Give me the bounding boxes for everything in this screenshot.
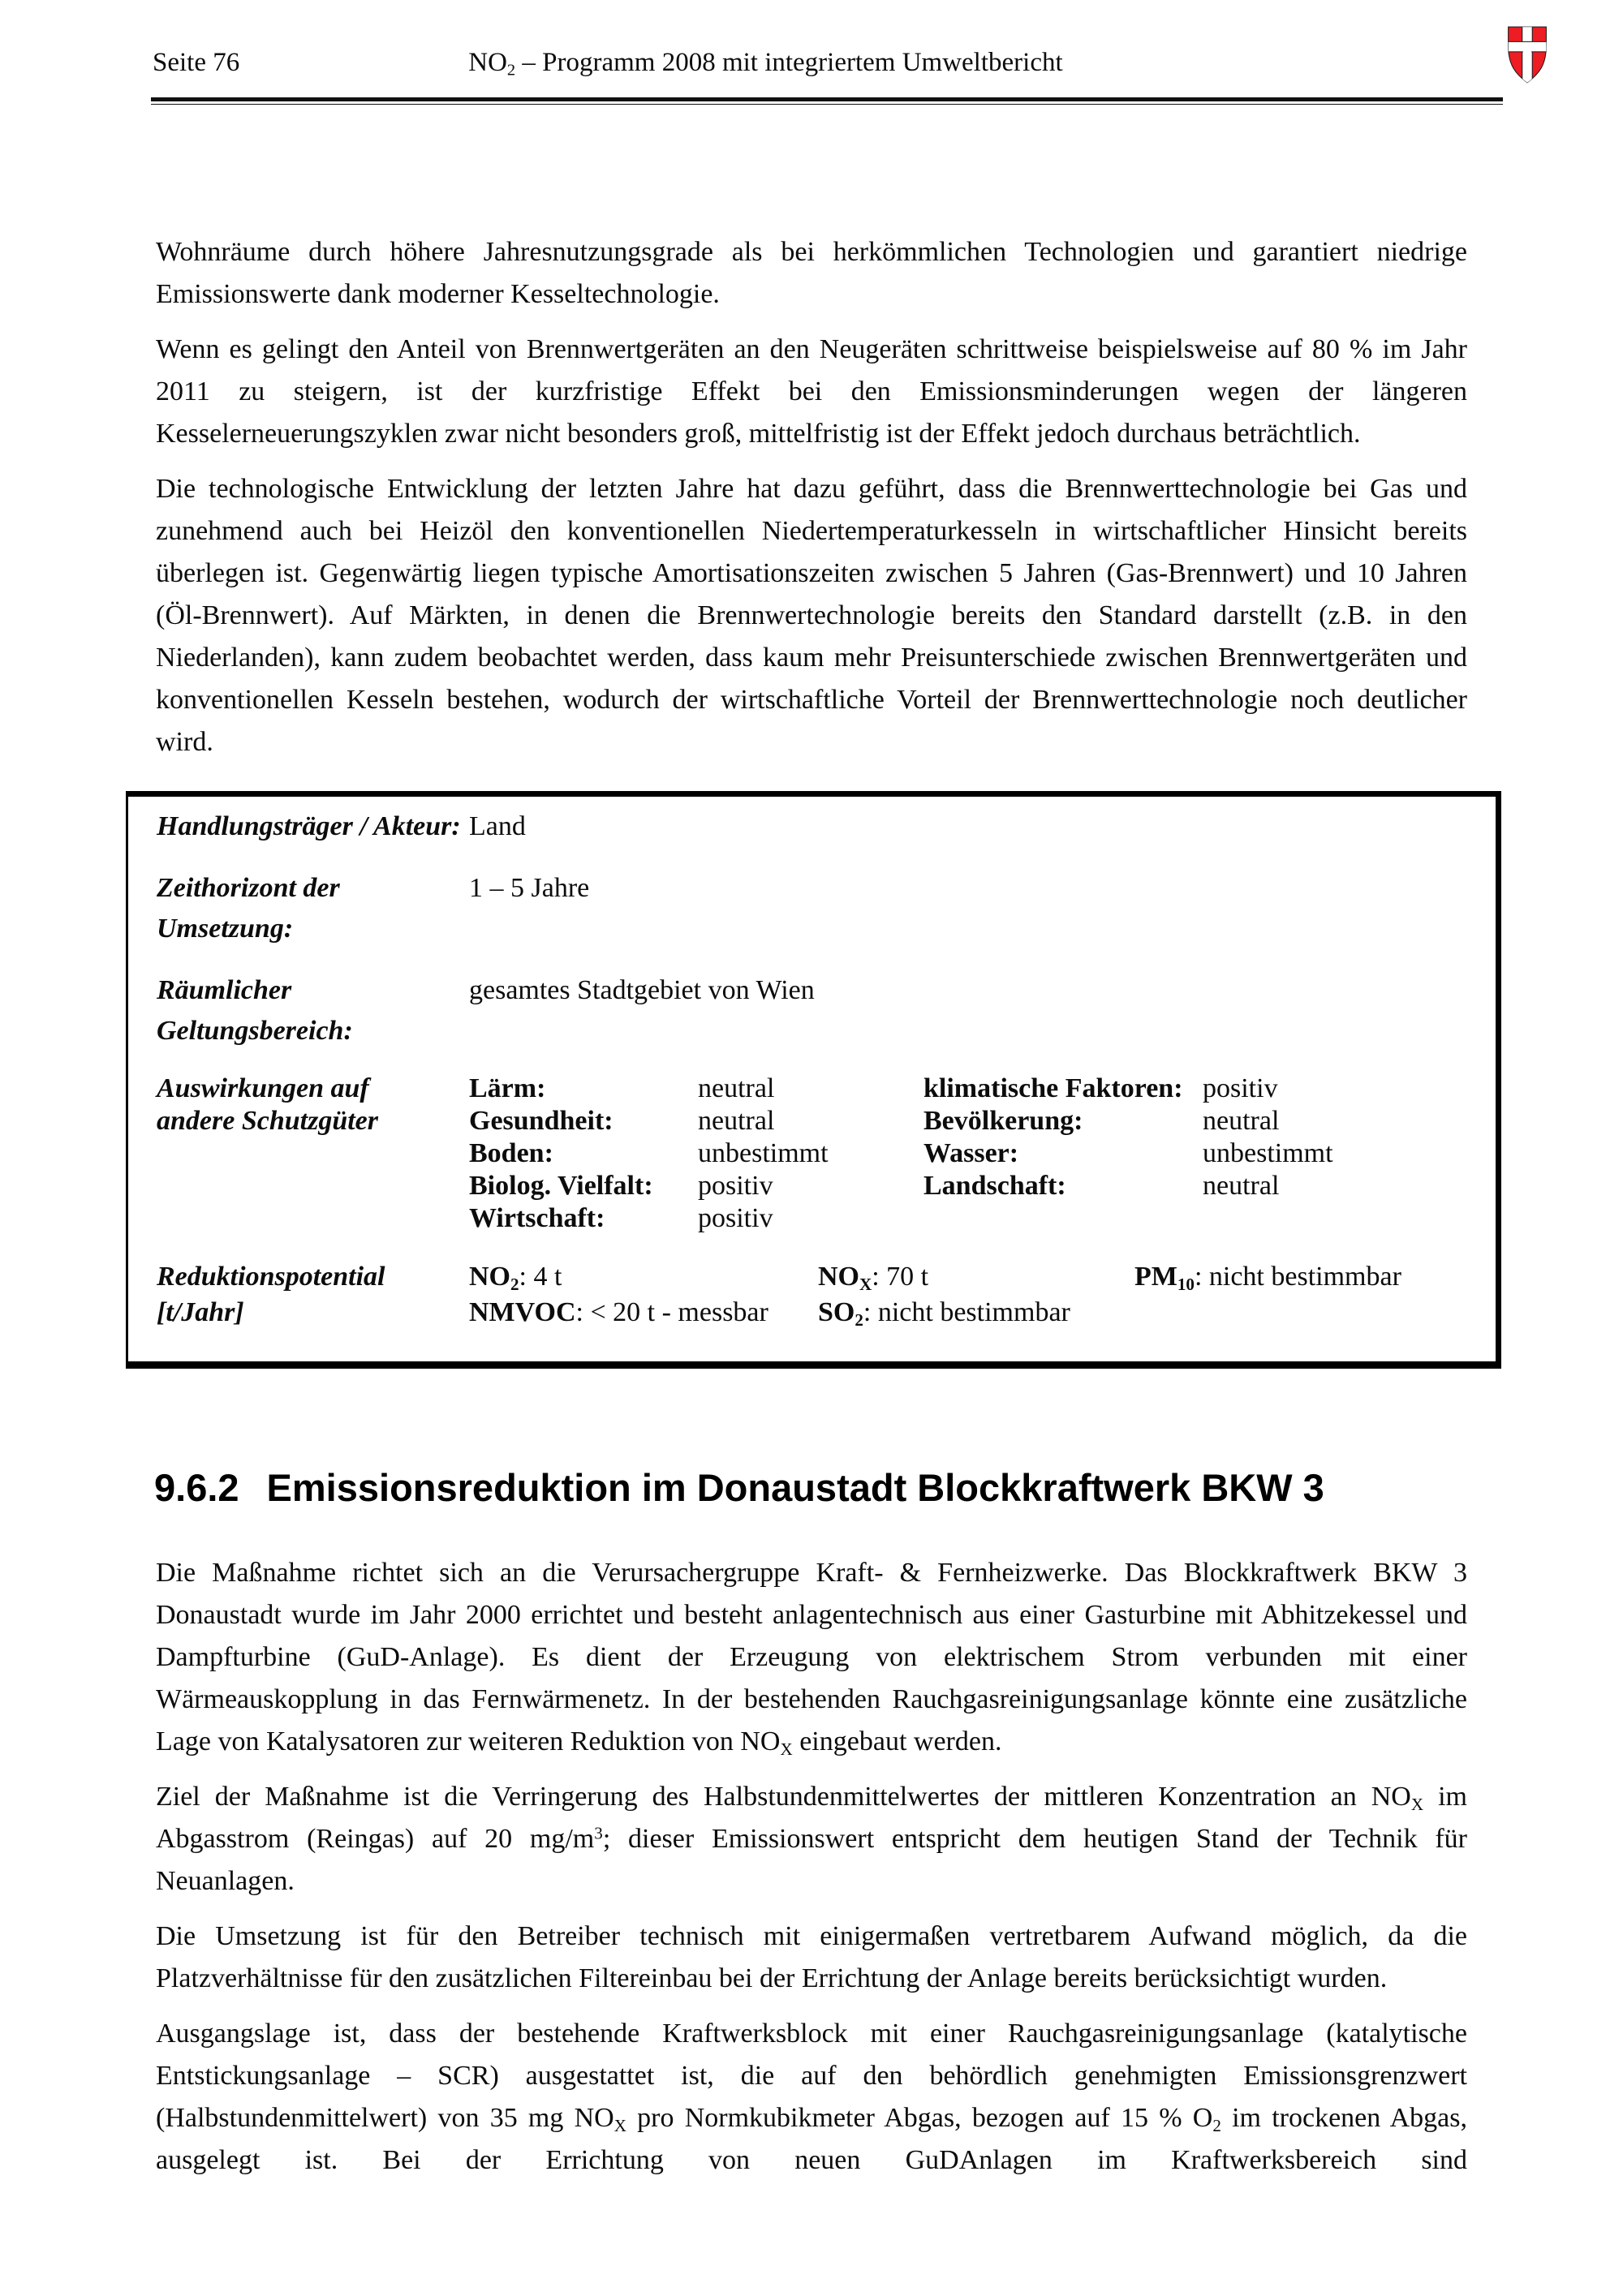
- header-rule: [151, 97, 1503, 105]
- page-header: [153, 0, 1503, 80]
- geltungsbereich-value: gesamtes Stadtgebiet von Wien: [469, 975, 815, 1005]
- so2-value: $SO_2$: nicht bestimmbar: [818, 1297, 1070, 1330]
- wirtschaft-value: positiv: [698, 1203, 773, 1233]
- gesundheit-label: Gesundheit:: [469, 1106, 613, 1136]
- wasser-label: Wasser:: [923, 1138, 1019, 1168]
- row-geltungsbereich: [157, 970, 1496, 1051]
- wirtschaft-label: Wirtschaft:: [469, 1203, 605, 1233]
- handlungstraeger-label: Handlungsträger / Akteur:: [157, 811, 461, 841]
- auswirkungen-grid: [469, 1073, 1496, 1235]
- zeithorizont-label: Zeithorizont der Umsetzung:: [157, 873, 340, 944]
- biolog-vielfalt-label: Biolog. Vielfalt:: [469, 1171, 653, 1201]
- paragraph-ausgangslage: Ausgangslage ist, dass der bestehende Kraftwerksblock mit einer Rauchgasreinigungsanlage (katalytische Entstickungsanlage – SCR) ausgestattet ist, die auf den behördlich genehmigten Emissionsgrenzwert (Halbstundenmittelwert) von 35 mg $NO_X$ pro Normkubikmeter Abgas, bezogen auf 15 % $O_2$ im trockenen Abgas, ausgelegt ist. Bei der Errichtung von neuen GuDAnlagen im Kraftwerksbereich sind: [156, 2019, 1467, 2175]
- reduktionspotential-label: Reduktionspotential [t/Jahr]: [157, 1262, 385, 1327]
- row-handlungstraeger: [157, 806, 1496, 847]
- landschaft-value: neutral: [1203, 1171, 1280, 1201]
- paragraph-technologische-entwicklung: Die technologische Entwicklung der letzten Jahre hat dazu geführt, dass die Brennwerttechnologie bei Gas und zunehmend auch bei Heizöl den konventionellen Niedertemperaturkesseln in wirtschaftlicher Hinsicht bereits überlegen ist. Gegenwärtig liegen typische Amortisationszeiten zwischen 5 Jahren (Gas-Brennwert) und 10 Jahren (Öl-Brennwert). Auf Märkten, in denen die Brennwertechnologie bereits den Standard darstellt (z.B. in den Niederlanden), kann zudem beobachtet werden, dass kaum mehr Preisunterschiede zwischen Brennwertgeräten und konventionellen Kesseln bestehen, wodurch der wirtschaftliche Vorteil der Brennwerttechnologie noch deutlicher wird.: [156, 474, 1467, 757]
- paragraph-brennwertgeraete-anteil: Wenn es gelingt den Anteil von Brennwertgeräten an den Neugeräten schrittweise beispielsweise auf 80 % im Jahr 2011 zu steigern, ist der kurzfristige Effekt bei den Emissionsminderungen wegen der längeren Kesselerneuerungszyklen zwar nicht besonders groß, mittelfristig ist der Effekt jedoch durchaus beträchtlich.: [156, 334, 1467, 449]
- bevoelkerung-label: Bevölkerung:: [923, 1106, 1083, 1136]
- paragraph-woehnraeume: Wohnräume durch höhere Jahresnutzungsgrade als bei herkömmlichen Technologien und garantiert niedrige Emissionswerte dank moderner Kesseltechnologie.: [156, 237, 1467, 309]
- boden-value: unbestimmt: [698, 1138, 829, 1168]
- bevoelkerung-value: neutral: [1203, 1106, 1280, 1136]
- nox-value: $NO_X$: 70 t: [818, 1262, 929, 1294]
- klimatische-faktoren-label: klimatische Faktoren:: [923, 1073, 1183, 1103]
- pm10-value: $PM_{10}$: nicht bestimmbar: [1134, 1262, 1401, 1294]
- reduktion-col-nox-so2: [818, 1259, 1134, 1331]
- row-auswirkungen: [157, 1073, 1496, 1235]
- section-heading-9-6-2: [154, 1464, 1467, 1511]
- zeithorizont-value: 1 – 5 Jahre: [469, 873, 590, 903]
- no2-value: $NO_2$: 4 t: [469, 1262, 562, 1294]
- laerm-label: Lärm:: [469, 1073, 546, 1103]
- paragraph-umsetzung-betreiber: Die Umsetzung ist für den Betreiber technisch mit einigermaßen vertretbarem Aufwand möglich, da die Platzverhältnisse für den zusätzlichen Filtereinbau bei der Errichtung der Anlage bereits berücksichtigt wurden.: [156, 1921, 1467, 1993]
- gesundheit-value: neutral: [698, 1106, 775, 1136]
- document-title: $NO_2$ – Programm 2008 mit integriertem Umweltbericht: [468, 48, 1063, 80]
- wasser-value: unbestimmt: [1203, 1138, 1333, 1168]
- reduktion-col-no2-nmvoc: [469, 1259, 818, 1331]
- biolog-vielfalt-value: positiv: [698, 1171, 773, 1201]
- measure-summary-box: [126, 791, 1501, 1369]
- laerm-value: neutral: [698, 1073, 775, 1103]
- auswirkungen-label: Auswirkungen auf andere Schutzgüter: [157, 1073, 378, 1136]
- nmvoc-value: NMVOC: < 20 t - messbar: [469, 1297, 768, 1327]
- page-number-label: Seite 76: [153, 48, 240, 77]
- page-content: [156, 231, 1467, 2182]
- row-reduktionspotential: [157, 1259, 1496, 1331]
- row-zeithorizont: [157, 868, 1496, 949]
- section-title: Emissionsreduktion im Donaustadt Blockkraftwerk BKW 3: [266, 1466, 1324, 1509]
- paragraph-ziel-der-massnahme: Ziel der Maßnahme ist die Verringerung des Halbstundenmittelwertes der mittleren Konzentration an $NO_X$ im Abgasstrom (Reingas) auf 20 $mg/m^3$; dieser Emissionswert entspricht dem heutigen Stand der Technik für Neuanlagen.: [156, 1782, 1467, 1896]
- boden-label: Boden:: [469, 1138, 553, 1168]
- vienna-coat-of-arms-logo: [1506, 24, 1548, 86]
- handlungstraeger-value: Land: [469, 811, 526, 841]
- paragraph-massnahme-verursachergruppe: Die Maßnahme richtet sich an die Verursachergruppe Kraft- & Fernheizwerke. Das Blockkraftwerk BKW 3 Donaustadt wurde im Jahr 2000 errichtet und besteht anlagentechnisch aus einer Gasturbine mit Abhitzekessel und Dampfturbine (GuD-Anlage). Es dient der Erzeugung von elektrischem Strom verbunden mit einer Wärmeauskopplung in das Fernwärmenetz. In der bestehenden Rauchgasreinigungsanlage könnte eine zusätzliche Lage von Katalysatoren zur weiteren Reduktion von $NO_X$ eingebaut werden.: [156, 1558, 1467, 1759]
- klimatische-faktoren-value: positiv: [1203, 1073, 1278, 1103]
- landschaft-label: Landschaft:: [923, 1171, 1066, 1201]
- reduktion-col-pm10: [1134, 1259, 1496, 1331]
- geltungsbereich-label: Räumlicher Geltungsbereich:: [157, 975, 353, 1046]
- section-number: 9.6.2: [154, 1466, 239, 1509]
